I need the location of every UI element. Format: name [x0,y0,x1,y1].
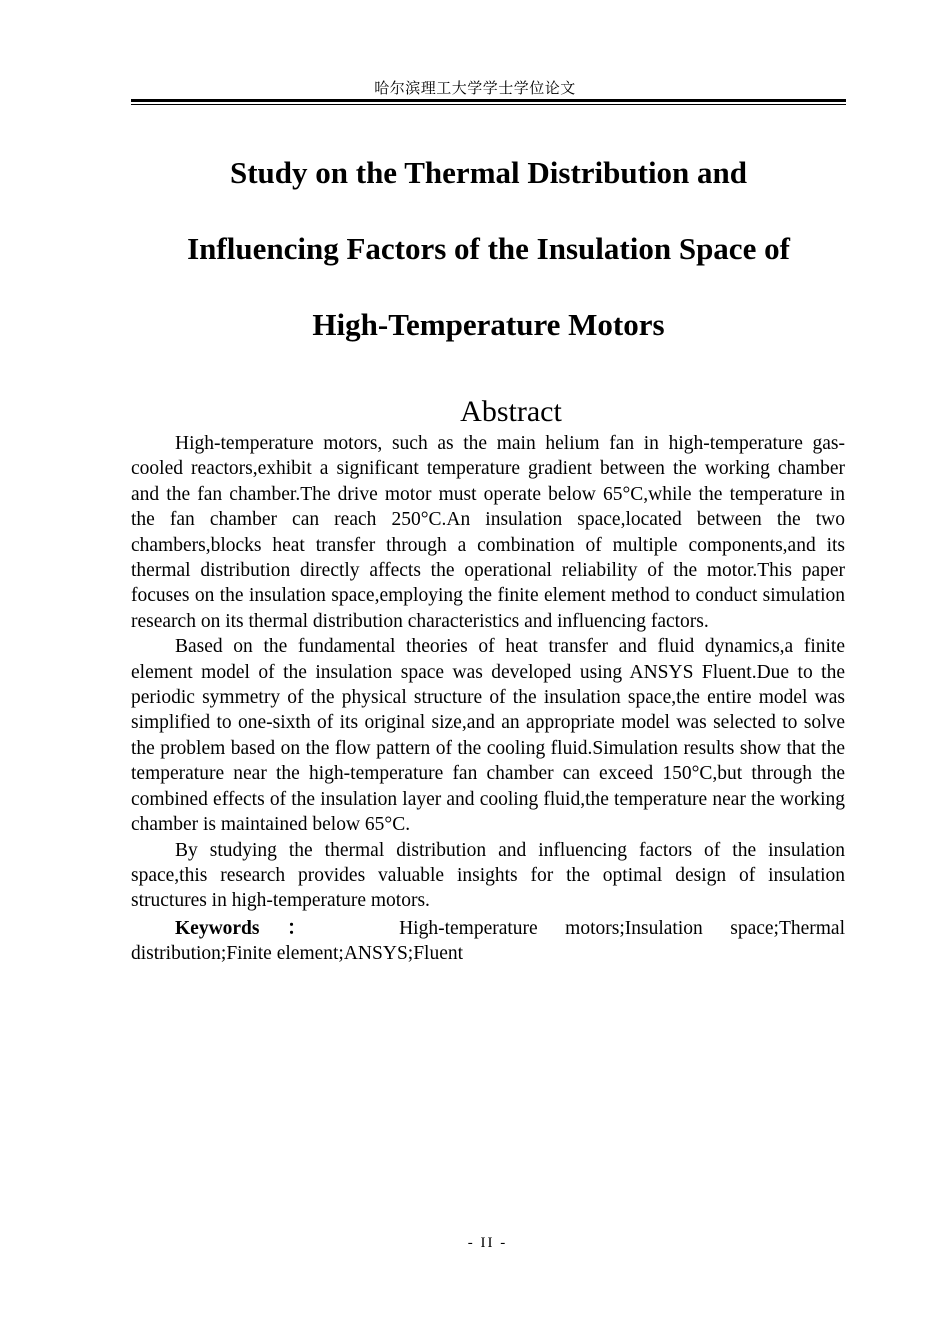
abstract-body [131,431,845,967]
abstract-paragraph-1: High-temperature motors, such as the main helium fan in high-temperature gas-cooled reactors,exhibit a significant temperature gradient between the working chamber and the fan chamber.The drive motor must operate below 65°C,while the temperature in the fan chamber can reach 250°C.An insulation space,located between the two chambers,blocks heat transfer through a combination of multiple components,and its thermal distribution directly affects the operational reliability of the motor.This paper focuses on the insulation space,employing the finite element method to conduct simulation research on its thermal distribution characteristics and influencing factors. [131,433,845,632]
keywords-text: High-temperature motors;Insulation space;Thermal distribution;Finite element;ANSYS;Fluent [131,917,846,965]
page-number: - II - [467,1235,508,1251]
header-rule-thin [131,104,846,105]
abstract-paragraph-2: Based on the fundamental theories of heat transfer and fluid dynamics,a finite element model of the insulation space was developed using ANSYS Fluent.Due to the periodic symmetry of the physical structure of the insulation space,the entire model was simplified to one-sixth of its original size,and an appropriate model was selected to solve the problem based on the flow pattern of the cooling fluid.Simulation results show that the temperature near the high-temperature fan chamber can exceed 150°C,but through the combined effects of the insulation layer and cooling fluid,the temperature near the working chamber is maintained below 65°C. [131,636,845,836]
title-line-3: High-Temperature Motors [312,307,665,342]
running-header: 哈尔滨理工大学学士学位论文 [374,79,576,97]
title-line-2: Influencing Factors of the Insulation Space of [187,231,790,266]
abstract-paragraph-3: By studying the thermal distribution and influencing factors of the insulation space,this research provides valuable insights for the optimal design of insulation structures in high-temperature motors. [131,839,845,912]
keywords-label: Keywords ： [175,917,330,939]
abstract-heading: Abstract [460,395,562,428]
keywords-paragraph [131,916,845,967]
thesis-title [131,145,846,373]
header-rule-thick [131,99,846,102]
title-line-1: Study on the Thermal Distribution and [229,155,748,190]
